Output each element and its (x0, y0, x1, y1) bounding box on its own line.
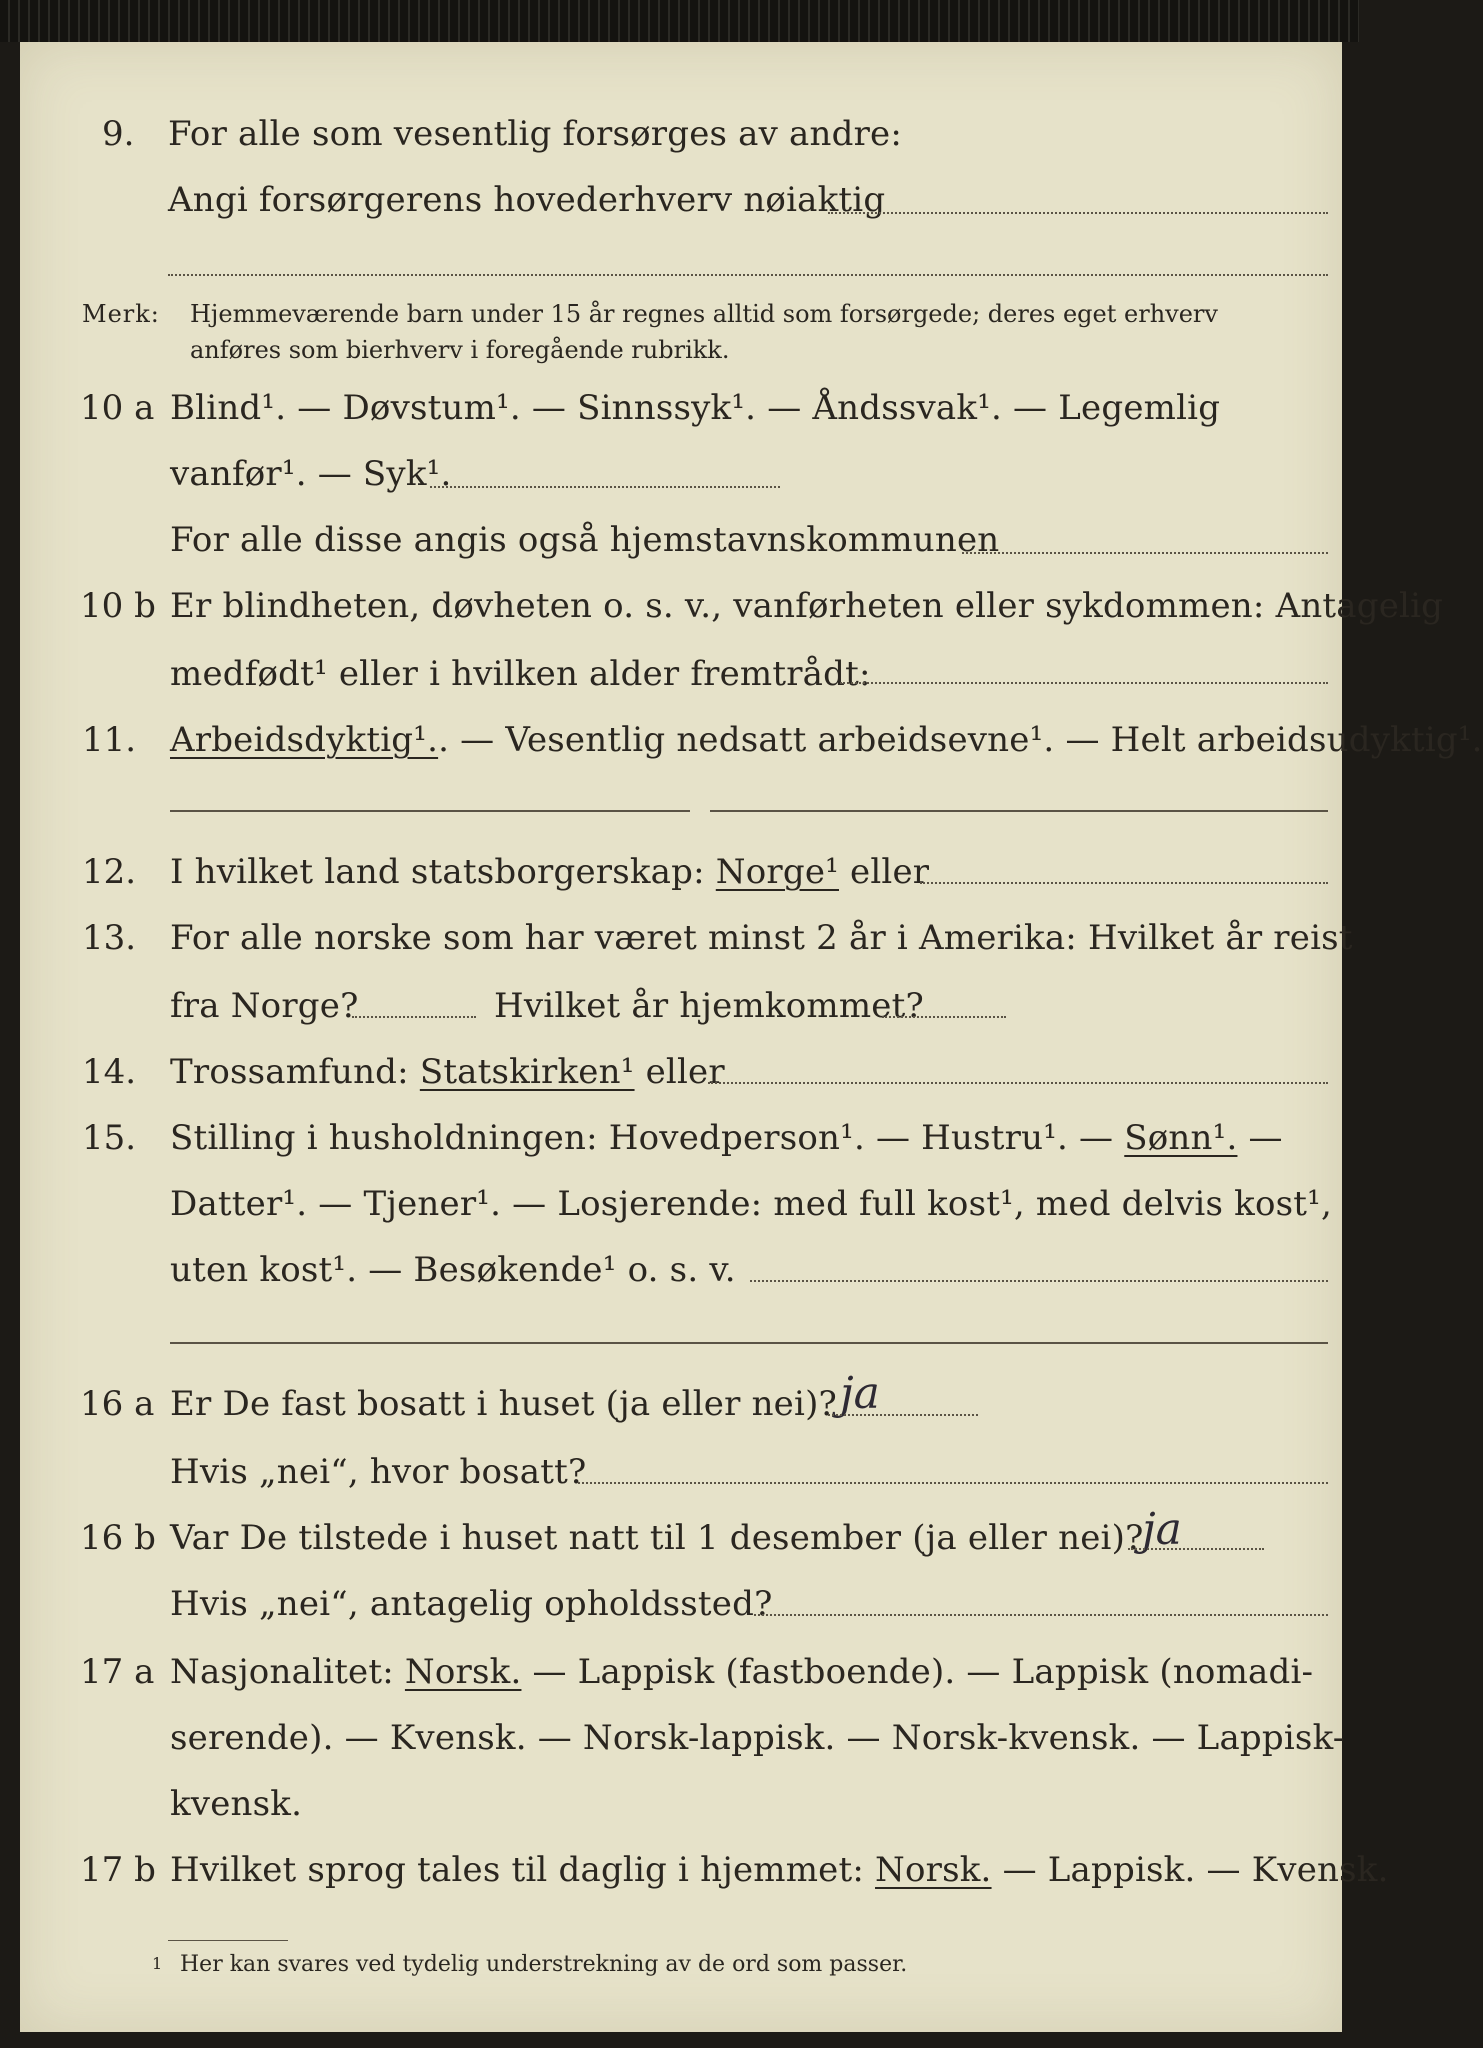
q15-number: 15. (82, 1118, 137, 1158)
q17b-line (170, 1850, 1389, 1890)
q15-answer-line-2[interactable] (170, 1342, 1328, 1344)
q16a-number: 16 a (80, 1384, 155, 1424)
q17b-number: 17 b (80, 1850, 156, 1890)
q10a-line2: vanfør¹. — Syk¹. (170, 454, 452, 494)
q12-eller: eller (850, 852, 930, 892)
q17b-options: — Lappisk. — Kvensk. (1002, 1850, 1389, 1890)
q16a-bosatt-line[interactable] (578, 1482, 1328, 1484)
merk-line2: anføres som bierhverv i foregående rubrikk. (190, 336, 730, 364)
q12-number: 12. (82, 852, 137, 892)
q10b-number: 10 b (80, 586, 156, 626)
q14-eller: eller (645, 1052, 725, 1092)
q9-answer-line-2[interactable] (168, 274, 1328, 276)
q15-line3: uten kost¹. — Besøkende¹ o. s. v. (170, 1250, 736, 1290)
q15-line1 (170, 1118, 1283, 1158)
q16a-line1: Er De fast bosatt i huset (ja eller nei)? (170, 1384, 837, 1424)
q16b-opholdssted-line[interactable] (754, 1614, 1328, 1616)
q13-reist-line[interactable] (352, 1016, 476, 1018)
q15-line2: Datter¹. — Tjener¹. — Losjerende: med full kost¹, med delvis kost¹, (170, 1184, 1332, 1224)
q14-question: Trossamfund: (170, 1052, 409, 1092)
q14-statskirken-underlined[interactable]: Statskirken¹ (419, 1052, 635, 1092)
q17b-norsk-underlined[interactable]: Norsk. (875, 1850, 992, 1890)
footnote-rule (168, 1940, 288, 1941)
q11-arbeidsdyktig-underlined[interactable]: Arbeidsdyktig¹. (170, 720, 439, 760)
q10a-syk-line[interactable] (430, 486, 780, 488)
q13-hjemkommet-line[interactable] (882, 1016, 1006, 1018)
q9-line1: For alle som vesentlig forsørges av andre: (168, 114, 903, 154)
q10b-line1: Er blindheten, døvheten o. s. v., vanførheten eller sykdommen: Antagelig (170, 586, 1444, 626)
q11-answer-line-2[interactable] (710, 810, 1328, 812)
q16b-line2: Hvis „nei“, antagelig opholdssted? (170, 1584, 773, 1624)
q12-norge-underlined[interactable]: Norge¹ (715, 852, 839, 892)
q14-line (170, 1052, 725, 1092)
q14-answer-line[interactable] (708, 1082, 1328, 1084)
footnote-mark: 1 (152, 1954, 163, 1973)
q14-number: 14. (82, 1052, 137, 1092)
q16a-answer-line[interactable] (828, 1414, 978, 1416)
q17a-line2: serende). — Kvensk. — Norsk-lappisk. — Norsk-kvensk. — Lappisk- (170, 1718, 1345, 1758)
q16a-handwritten-answer[interactable]: ja (840, 1368, 880, 1419)
q12-line (170, 852, 929, 892)
q17a-number: 17 a (80, 1652, 155, 1692)
q12-answer-line[interactable] (920, 882, 1328, 884)
q17b-question: Hvilket sprog tales til daglig i hjemmet: (170, 1850, 864, 1890)
merk-label: Merk: (82, 300, 160, 328)
q10a-line3: For alle disse angis også hjemstavnskommunen (170, 520, 1000, 560)
q11-rest: . — Vesentlig nedsatt arbeidsevne¹. — Helt arbeidsudyktig¹. (438, 720, 1483, 760)
q15-sonn-underlined[interactable]: Sønn¹. (1124, 1118, 1238, 1158)
q16b-handwritten-answer[interactable]: ja (1142, 1504, 1182, 1555)
q13-number: 13. (82, 918, 137, 958)
q15-line1-text: Stilling i husholdningen: Hovedperson¹. — Hustru¹. — (170, 1118, 1114, 1158)
q16a-line2: Hvis „nei“, hvor bosatt? (170, 1452, 587, 1492)
footnote-text: Her kan svares ved tydelig understrekning av de ord som passer. (180, 1952, 908, 1977)
q16b-answer-line[interactable] (1128, 1548, 1264, 1550)
q17a-norsk-underlined[interactable]: Norsk. (404, 1652, 522, 1692)
q9-answer-line[interactable] (828, 212, 1328, 214)
q13-line2a: fra Norge? (170, 986, 359, 1026)
q9-number: 9. (102, 114, 135, 154)
q13-line1: For alle norske som har været minst 2 år i Amerika: Hvilket år reist (170, 918, 1353, 958)
q10b-answer-line[interactable] (840, 682, 1328, 684)
q12-question: I hvilket land statsborgerskap: (170, 852, 705, 892)
q10a-line1: Blind¹. — Døvstum¹. — Sinnssyk¹. — Åndssvak¹. — Legemlig (170, 388, 1221, 428)
q17a-question: Nasjonalitet: (170, 1652, 394, 1692)
q15-line1-dash: — (1248, 1118, 1283, 1158)
q15-answer-line[interactable] (750, 1280, 1328, 1282)
form-page (20, 42, 1483, 2032)
q16b-number: 16 b (80, 1518, 156, 1558)
q17a-options: — Lappisk (fastboende). — Lappisk (nomadi- (532, 1652, 1314, 1692)
q10a-kommune-line[interactable] (962, 552, 1328, 554)
q17a-line3: kvensk. (170, 1784, 303, 1824)
q11-number: 11. (82, 720, 137, 760)
scan-top-edge (0, 0, 1359, 42)
q10a-number: 10 a (80, 388, 155, 428)
q10b-line2: medfødt¹ eller i hvilken alder fremtrådt: (170, 654, 871, 694)
merk-line1: Hjemmeværende barn under 15 år regnes alltid som forsørgede; deres eget erhverv (190, 300, 1218, 328)
q17a-line1 (170, 1652, 1313, 1692)
q11-answer-line[interactable] (170, 810, 690, 812)
q11-line (170, 720, 1483, 760)
q13-line2b: Hvilket år hjemkommet? (494, 986, 924, 1026)
q9-line2: Angi forsørgerens hovederhverv nøiaktig (168, 180, 886, 220)
q16b-line1: Var De tilstede i huset natt til 1 desember (ja eller nei)? (170, 1518, 1144, 1558)
